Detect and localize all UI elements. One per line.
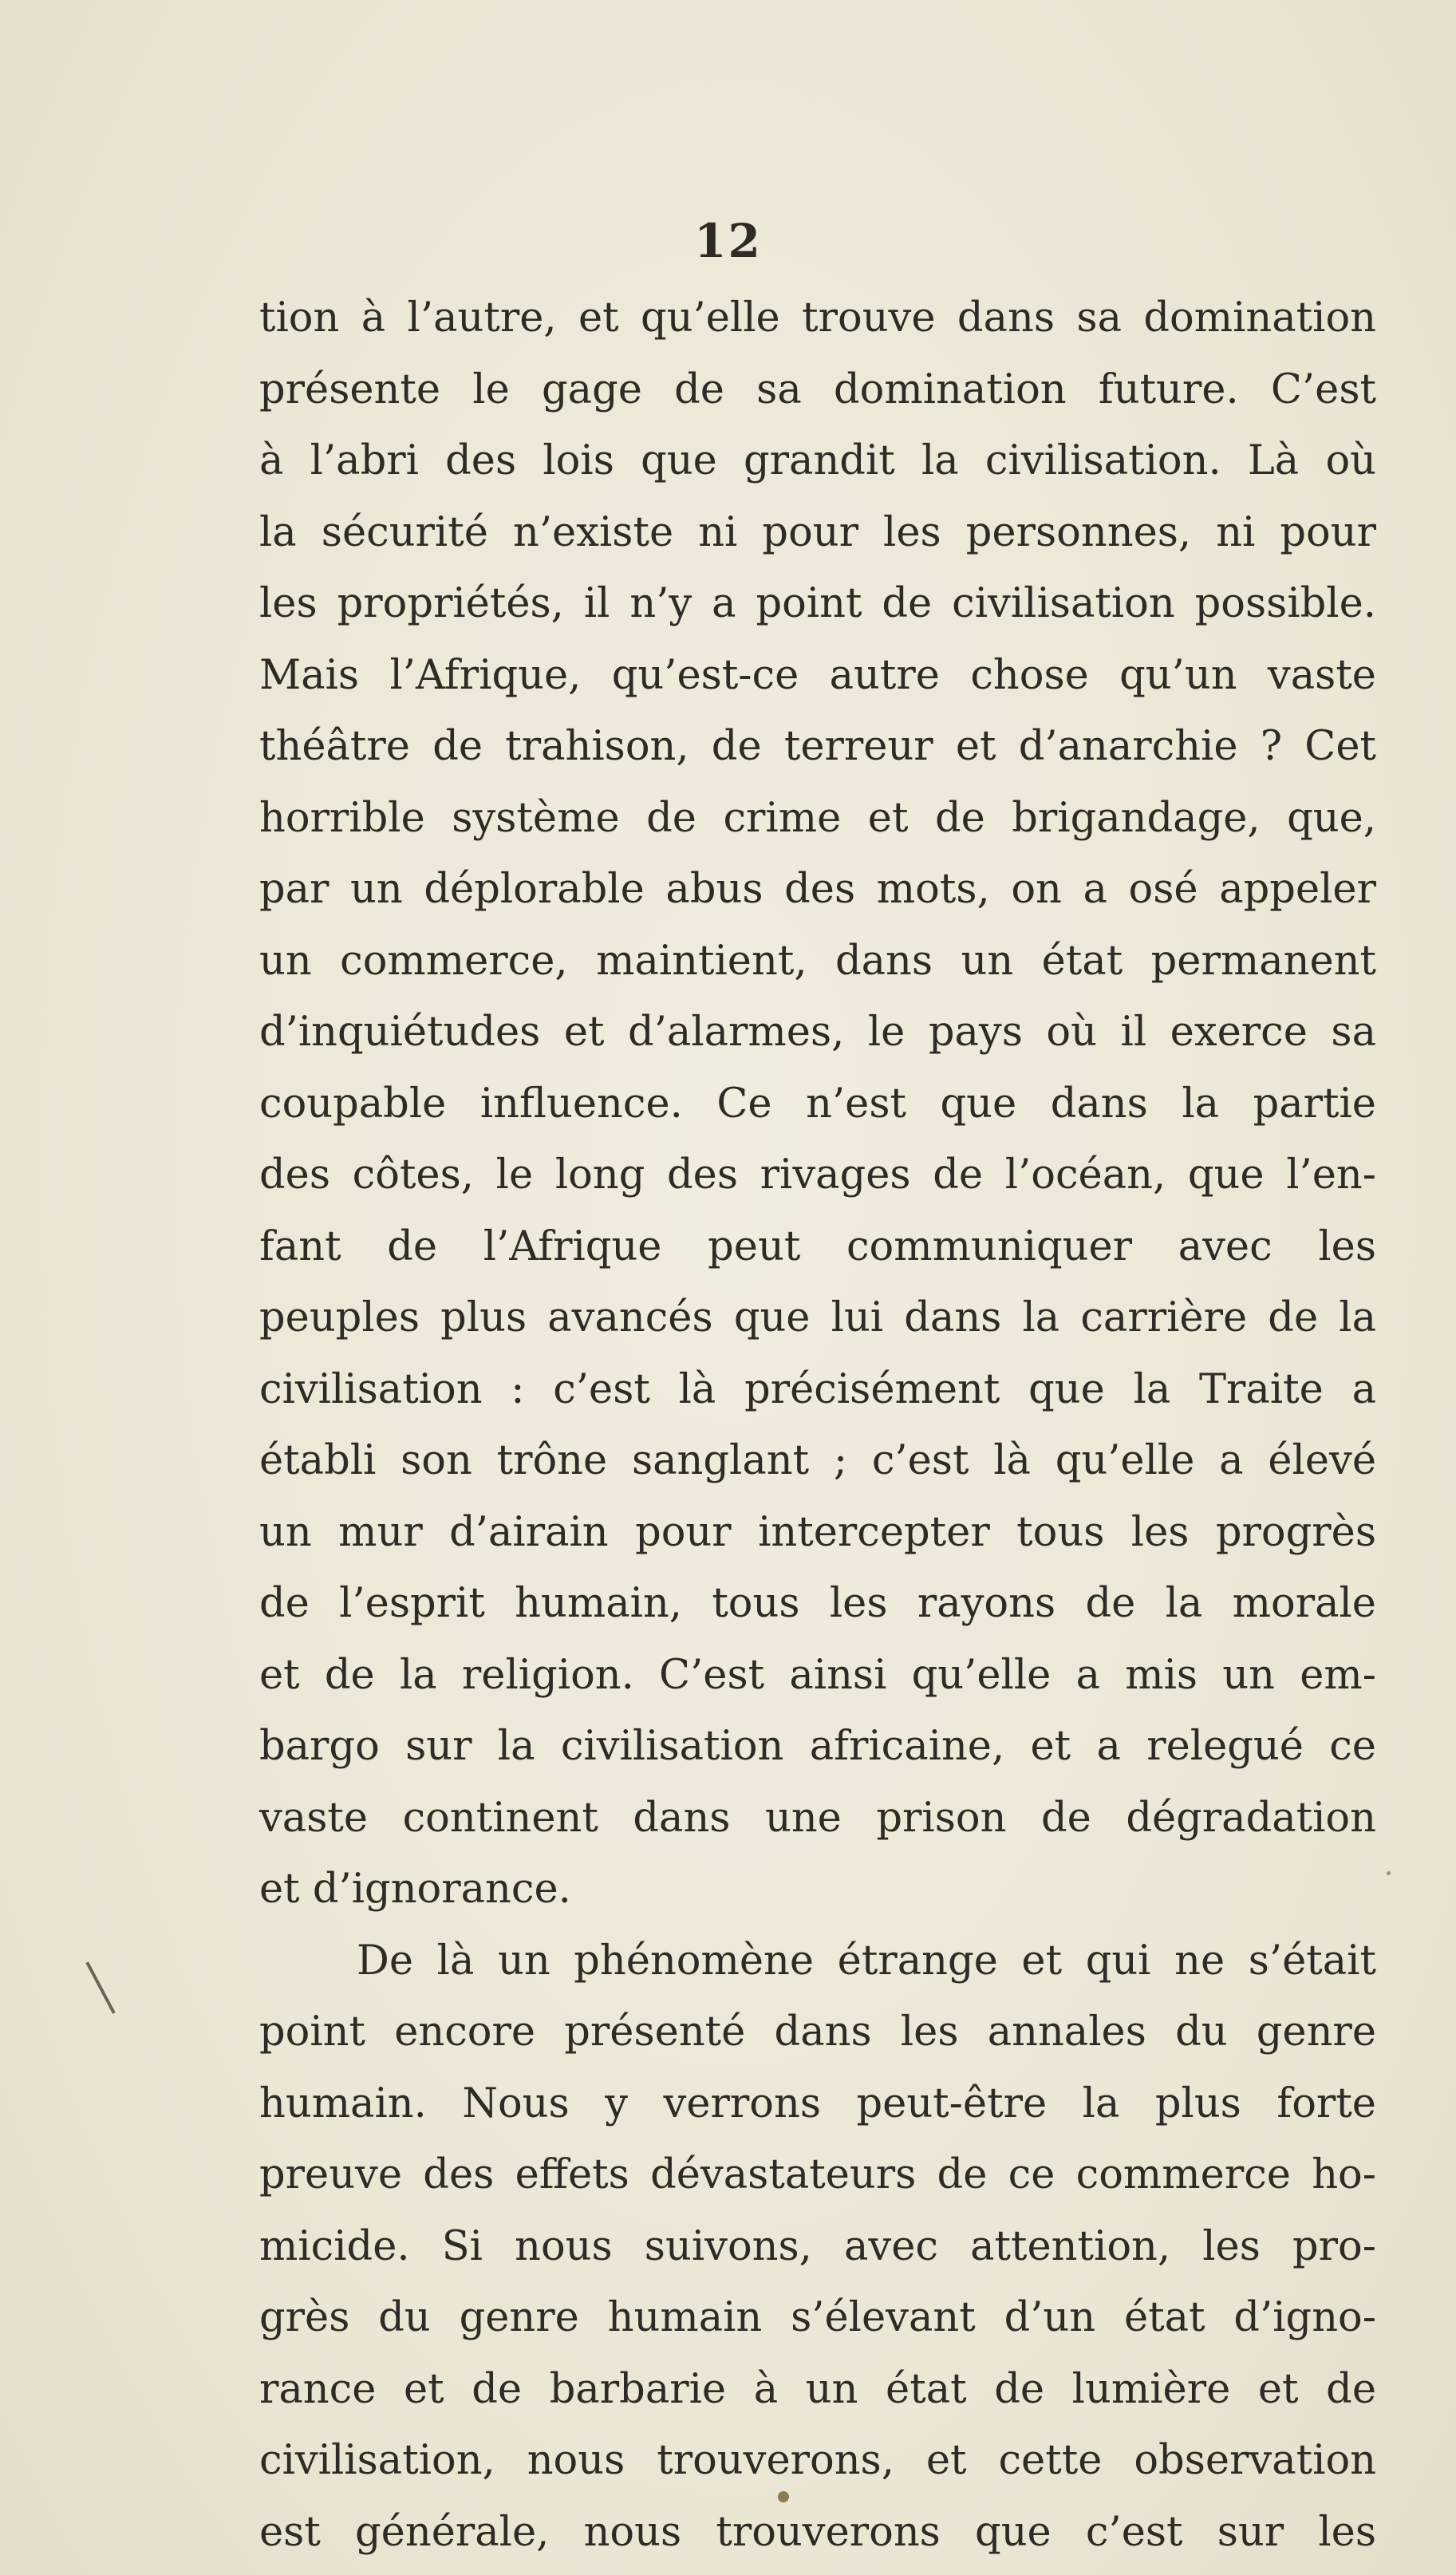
footer-ornament-mark [778, 2491, 789, 2502]
text-line: un commerce, maintient, dans un état permanent [259, 937, 1376, 985]
text-line: fant de l’Afrique peut communiquer avec les [259, 1222, 1376, 1270]
text-line: est générale, nous trouverons que c’est sur les [259, 2508, 1376, 2556]
text-line: peuples plus avancés que lui dans la carrière de la [259, 1294, 1376, 1341]
text-line: la sécurité n’existe ni pour les personnes, ni pour [259, 508, 1376, 556]
paragraph-end-line: et d’ignorance. [259, 1866, 571, 1913]
text-line: par un déplorable abus des mots, on a osé appeler [259, 866, 1376, 913]
page-number: 12 [694, 214, 762, 268]
text-line: d’inquiétudes et d’alarmes, le pays où il exerce sa [259, 1009, 1376, 1056]
text-line: à l’abri des lois que grandit la civilisation. Là où [259, 437, 1376, 484]
text-line: point encore présenté dans les annales du genre [259, 2008, 1376, 2056]
text-line: humain. Nous y verrons peut-être la plus forte [259, 2079, 1376, 2127]
text-line: coupable influence. Ce n’est que dans la partie [259, 1080, 1376, 1128]
text-line: micide. Si nous suivons, avec attention, les pro- [259, 2222, 1376, 2270]
text-line: vaste continent dans une prison de dégradation [259, 1794, 1376, 1842]
text-line: grès du genre humain s’élevant d’un état d’igno- [259, 2294, 1376, 2341]
body-text [259, 282, 1376, 2568]
paragraph-start-line: De là un phénomène étrange et qui ne s’était [357, 1937, 1376, 1985]
text-line: des côtes, le long des rivages de l’océan, que l’en- [259, 1151, 1376, 1199]
text-line: horrible système de crime et de brigandage, que, [259, 794, 1376, 842]
margin-pencil-mark [85, 1961, 115, 2013]
text-line: Mais l’Afrique, qu’est-ce autre chose qu’un vaste [259, 651, 1376, 699]
text-line: établi son trône sanglant ; c’est là qu’elle a élevé [259, 1437, 1376, 1484]
text-line: théâtre de trahison, de terreur et d’anarchie ? Cet [259, 723, 1376, 770]
text-line: présente le gage de sa domination future. C’est [259, 365, 1376, 413]
text-line: tion à l’autre, et qu’elle trouve dans sa domination [259, 294, 1376, 342]
text-line: de l’esprit humain, tous les rayons de la morale [259, 1580, 1376, 1627]
text-line: preuve des effets dévastateurs de ce commerce ho- [259, 2151, 1376, 2198]
text-line: civilisation : c’est là précisément que la Traite a [259, 1365, 1376, 1413]
text-line: bargo sur la civilisation africaine, et a relegué ce [259, 1723, 1376, 1770]
text-line: un mur d’airain pour intercepter tous les progrès [259, 1508, 1376, 1556]
text-line: les propriétés, il n’y a point de civilisation possible. [259, 580, 1376, 627]
text-line: et de la religion. C’est ainsi qu’elle a mis un em- [259, 1651, 1376, 1699]
text-line: rance et de barbarie à un état de lumière et de [259, 2365, 1376, 2413]
text-line: civilisation, nous trouverons, et cette observation [259, 2437, 1376, 2484]
ink-speck [1387, 1871, 1391, 1875]
